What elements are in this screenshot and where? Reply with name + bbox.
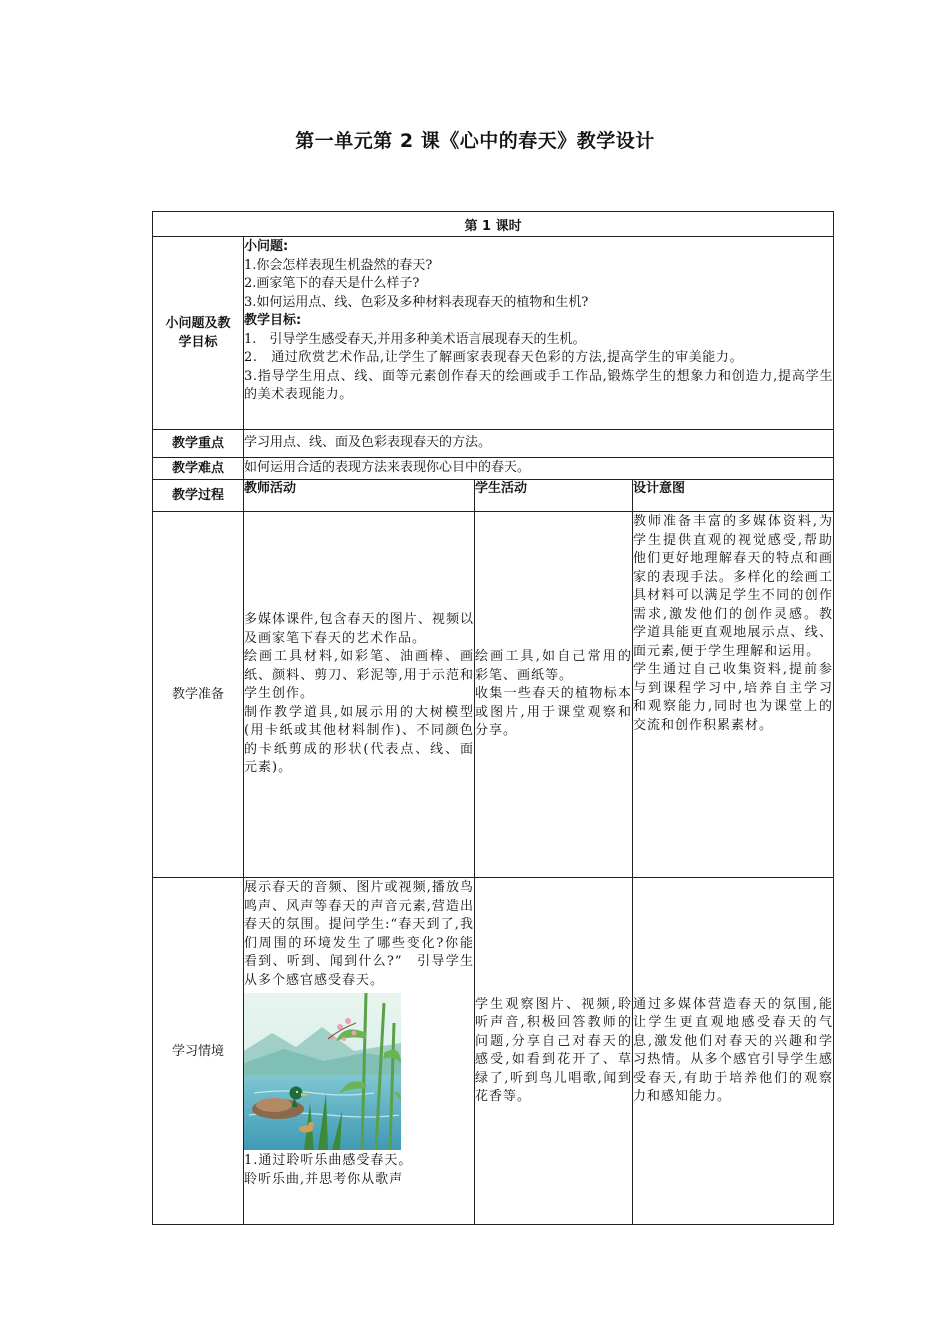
- context-teacher-text: 展示春天的音频、图片或视频,播放鸟鸣声、风声等春天的声音元素,营造出春天的氛围。提问学生:“春天到了,我们周围的环境发生了哪些变化?你能看到、听到、闻到什么?” 引导学生从多个感官感受春天。: [244, 880, 474, 988]
- period-row: [153, 212, 834, 237]
- lesson-plan-table: [152, 211, 834, 1225]
- goals-label-text: 小问题及教学目标: [165, 316, 231, 350]
- question-item: 1.你会怎样表现生机盎然的春天?: [244, 257, 433, 273]
- key-point-label: 教学重点: [153, 430, 244, 458]
- prep-student-item: 绘画工具,如自己常用的彩笔、画纸等。: [475, 649, 632, 683]
- question-item: 3.如何运用点、线、色彩及多种材料表现春天的植物和生机?: [244, 294, 589, 310]
- objectives-heading: 教学目标:: [244, 313, 302, 328]
- context-teacher-after: 聆听乐曲,并思考你从歌声: [244, 1171, 404, 1187]
- goals-label: [153, 237, 244, 430]
- objective-item: 2. 通过欣赏艺术作品,让学生了解画家表现春天色彩的方法,提高学生的审美能力。: [244, 350, 744, 365]
- prep-row: [153, 512, 834, 878]
- key-point-text: 学习用点、线、面及色彩表现春天的方法。: [244, 430, 834, 458]
- context-teacher-after: 1.通过聆听乐曲感受春天。: [244, 1153, 413, 1168]
- teacher-activity-header: 教师活动: [244, 480, 475, 512]
- difficulty-label: 教学难点: [153, 458, 244, 480]
- prep-teacher-item: 制作教学道具,如展示用的大树模型(用卡纸或其他材料制作)、不同颜色的卡纸剪成的形状(代表点、线、面元素)。: [244, 704, 474, 776]
- context-intent: 通过多媒体营造春天的氛围,能让学生更直观地感受春天的气息,激发他们对春天的兴趣和学习热情。从多个感官引导学生感受春天,有助于培养他们的观察力和感知能力。: [633, 878, 834, 1225]
- prep-teacher: [244, 512, 475, 878]
- difficulty-text: 如何运用合适的表现方法来表现你心目中的春天。: [244, 458, 834, 480]
- context-row: [153, 878, 834, 1225]
- prep-student-item: 收集一些春天的植物标本或图片,用于课堂观察和分享。: [475, 686, 632, 739]
- prep-student: [475, 512, 633, 878]
- prep-teacher-item: 多媒体课件,包含春天的图片、视频以及画家笔下春天的艺术作品。: [244, 612, 474, 646]
- prep-intent: [633, 512, 834, 878]
- key-point-row: [153, 430, 834, 458]
- context-student: 学生观察图片、视频,聆听声音,积极回答教师的问题,分享自己对春天的感受,如看到花开了、草绿了,听到鸟儿唱歌,闻到花香等。: [475, 878, 633, 1225]
- difficulty-row: [153, 458, 834, 480]
- spring-pond-duck-illustration: [244, 993, 401, 1150]
- prep-label: 教学准备: [153, 512, 244, 878]
- goals-row: [153, 237, 834, 430]
- goals-content: [244, 237, 834, 430]
- process-header-row: [153, 480, 834, 512]
- page-title: 第一单元第 2 课《心中的春天》教学设计: [295, 130, 655, 152]
- process-label: 教学过程: [153, 480, 244, 512]
- prep-teacher-item: 绘画工具材料,如彩笔、油画棒、画纸、颜料、剪刀、彩泥等,用于示范和学生创作。: [244, 649, 474, 702]
- context-label: 学习情境: [153, 878, 244, 1225]
- student-activity-header: 学生活动: [475, 480, 633, 512]
- period-label: 第 1 课时: [153, 212, 834, 237]
- objective-item: 1. 引导学生感受春天,并用多种美术语言展现春天的生机。: [244, 331, 586, 347]
- objective-item: 3.指导学生用点、线、面等元素创作春天的绘画或手工作品,锻炼学生的想象力和创造力,提高学生的美术表现能力。: [244, 368, 834, 402]
- context-teacher: [244, 878, 475, 1225]
- question-item: 2.画家笔下的春天是什么样子?: [244, 276, 420, 291]
- prep-intent-item: 教师准备丰富的多媒体资料,为学生提供直观的视觉感受,帮助他们更好地理解春天的特点和画家的表现手法。多样化的绘画工具材料可以满足学生不同的创作需求,激发他们的创作灵感。教学道具能更直观地展示点、线、面元素,便于学生理解和运用。: [633, 514, 834, 659]
- design-intent-header: 设计意图: [633, 480, 834, 512]
- questions-heading: 小问题:: [244, 239, 289, 254]
- prep-intent-item: 学生通过自己收集资料,提前参与到课程学习中,培养自主学习和观察能力,同时也为课堂上的交流和创作积累素材。: [633, 662, 834, 733]
